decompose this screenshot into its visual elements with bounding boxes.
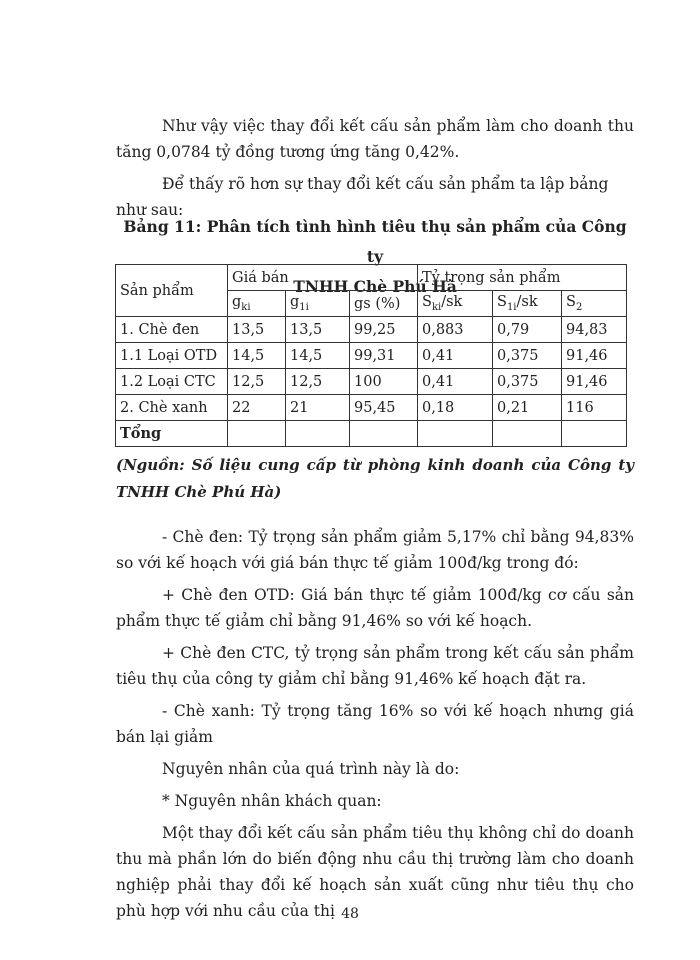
cell-gs: 99,31	[350, 343, 418, 369]
cell-ski	[418, 421, 493, 447]
intro-paragraph-2: Để thấy rõ hơn sự thay đổi kết cấu sản phẩm ta lập bảng như sau:	[116, 175, 609, 219]
page-number: 48	[341, 906, 359, 922]
cell-g1i	[286, 421, 350, 447]
subheader-ski-sk: $S_{ki}/sk$	[418, 291, 493, 317]
intro-text	[116, 113, 634, 223]
paragraph-otd: + Chè đen OTD: Giá bán thực tế giảm 100đ/kg cơ cấu sản phẩm thực tế giảm chỉ bằng 91,46% so với kế hoạch.	[116, 586, 634, 630]
cell-s1i: 0,375	[493, 369, 562, 395]
cell-product: 1.2 Loại CTC	[116, 369, 228, 395]
header-price: Giá bán	[228, 265, 418, 291]
cell-g1i: 12,5	[286, 369, 350, 395]
cell-g1i: 21	[286, 395, 350, 421]
cell-product: 2. Chè xanh	[116, 395, 228, 421]
cell-s2: 116	[562, 395, 627, 421]
paragraph-objective-heading: * Nguyên nhân khách quan:	[162, 792, 382, 810]
intro-paragraph-1: Như vậy việc thay đổi kết cấu sản phẩm làm cho doanh thu tăng 0,0784 tỷ đồng tương ứng tăng 0,42%.	[116, 117, 634, 161]
subheader-g1i: $g_{1i}$	[286, 291, 350, 317]
analysis-text	[116, 524, 634, 924]
table-source-note: (Nguồn: Số liệu cung cấp từ phòng kinh doanh của Công ty TNHH Chè Phú Hà)	[116, 456, 634, 501]
cell-s2: 91,46	[562, 369, 627, 395]
subheader-s1i-sk: $S_{1i}/sk$	[493, 291, 562, 317]
cell-s2: 91,46	[562, 343, 627, 369]
cell-s2: 94,83	[562, 317, 627, 343]
cell-s1i: 0,375	[493, 343, 562, 369]
table-caption-line-2: TNHH Chè Phú Hà	[293, 277, 457, 296]
table-row	[116, 395, 627, 421]
subheader-gs: gs (%)	[350, 291, 418, 317]
cell-s1i: 0,21	[493, 395, 562, 421]
table-row	[116, 317, 627, 343]
cell-g1i: 13,5	[286, 317, 350, 343]
cell-s1i: 0,79	[493, 317, 562, 343]
header-product: Sản phẩm	[116, 265, 228, 317]
cell-s1i	[493, 421, 562, 447]
cell-s2	[562, 421, 627, 447]
cell-product: 1.1 Loại OTD	[116, 343, 228, 369]
paragraph-cause-intro: Nguyên nhân của quá trình này là do:	[162, 760, 460, 778]
table-row	[116, 369, 627, 395]
cell-gki: 14,5	[228, 343, 286, 369]
cell-ski: 0,883	[418, 317, 493, 343]
paragraph-green-tea: - Chè xanh: Tỷ trọng tăng 16% so với kế hoạch nhưng giá bán lại giảm	[116, 702, 634, 746]
cell-gs: 99,25	[350, 317, 418, 343]
table-total-row	[116, 421, 627, 447]
product-analysis-table	[115, 264, 627, 447]
cell-product: 1. Chè đen	[116, 317, 228, 343]
cell-gs: 100	[350, 369, 418, 395]
paragraph-ctc: + Chè đen CTC, tỷ trọng sản phẩm trong kết cấu sản phẩm tiêu thụ của công ty giảm chỉ bằng 91,46% kế hoạch đặt ra.	[116, 644, 634, 688]
table-row	[116, 343, 627, 369]
cell-gki: 22	[228, 395, 286, 421]
cell-gki	[228, 421, 286, 447]
cell-ski: 0,41	[418, 369, 493, 395]
cell-total-label: Tổng	[116, 421, 228, 447]
cell-ski: 0,18	[418, 395, 493, 421]
cell-gs	[350, 421, 418, 447]
cell-g1i: 14,5	[286, 343, 350, 369]
table-caption-line-1: Bảng 11: Phân tích tình hình tiêu thụ sản phẩm của Công ty	[123, 217, 627, 266]
paragraph-black-tea: - Chè đen: Tỷ trọng sản phẩm giảm 5,17% chỉ bằng 94,83% so với kế hoạch với giá bán thực tế giảm 100đ/kg trong đó:	[116, 528, 634, 572]
subheader-s2: $S_2$	[562, 291, 627, 317]
subheader-gki: $g_{ki}$	[228, 291, 286, 317]
table-header-row	[116, 265, 627, 291]
paragraph-objective-cause: Một thay đổi kết cấu sản phẩm tiêu thụ không chỉ do doanh thu mà phần lớn do biến động nhu cầu thị trường làm cho doanh nghiệp phải thay đổi kế hoạch sản xuất cũng như tiêu thụ cho phù hợp với nhu cầu của thị	[116, 824, 634, 920]
cell-gs: 95,45	[350, 395, 418, 421]
header-share: Tỷ trọng sản phẩm	[418, 265, 627, 291]
cell-gki: 12,5	[228, 369, 286, 395]
cell-gki: 13,5	[228, 317, 286, 343]
cell-ski: 0,41	[418, 343, 493, 369]
